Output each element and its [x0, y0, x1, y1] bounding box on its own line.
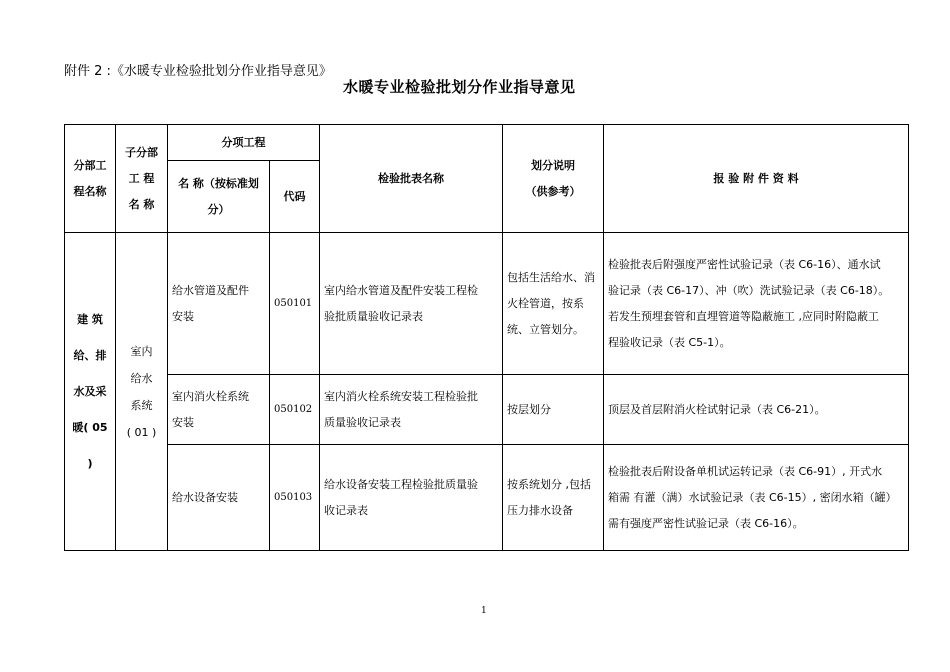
form-name-cell: 室内给水管道及配件安装工程检 验批质量验收记录表 — [320, 233, 503, 375]
attachments-cell: 检验批表后附强度严密性试验记录（表 C6-16）、通水试 验记录（表 C6-17）、冲（吹）洗试验记录（表 C6-18）。 若发生预埋套管和直埋管道等隐蔽施工 ,应同时附隐蔽工 程验收记录（表 C5-1）。 — [604, 233, 909, 375]
division-cell: 建 筑 给、排 水及采 暖( 05 ) — [65, 233, 116, 551]
document-title: 水暖专业检验批划分作业指导意见 — [343, 78, 576, 96]
header-item-group: 分项工程 — [168, 125, 320, 161]
header-item-name: 名 称（按标准划 分） — [168, 161, 270, 233]
header-code: 代码 — [270, 161, 320, 233]
header-note: 划分说明 （供参考） — [503, 125, 604, 233]
division-note-cell: 包括生活给水、消 火栓管道，按系 统、立管划分。 — [503, 233, 604, 375]
item-code-cell: 050103 — [270, 445, 320, 551]
header-division: 分部工 程名称 — [65, 125, 116, 233]
inspection-batch-table — [64, 124, 909, 551]
table-row — [65, 445, 909, 551]
form-name-cell: 室内消火栓系统安装工程检验批 质量验收记录表 — [320, 375, 503, 445]
page-number: 1 — [481, 606, 487, 616]
item-name-cell: 给水设备安装 — [168, 445, 270, 551]
item-name-cell: 室内消火栓系统 安装 — [168, 375, 270, 445]
header-subdivision: 子分部 工 程 名 称 — [116, 125, 168, 233]
attachment-label: 附件 2 :《水暖专业检验批划分作业指导意见》 — [64, 64, 332, 79]
table-row — [65, 233, 909, 375]
table-row — [65, 375, 909, 445]
header-form: 检验批表名称 — [320, 125, 503, 233]
form-name-cell: 给水设备安装工程检验批质量验 收记录表 — [320, 445, 503, 551]
attachments-cell: 检验批表后附设备单机试运转记录（表 C6-91）, 开式水 箱需 有灌（满）水试验记录（表 C6-15）, 密闭水箱（罐） 需有强度严密性试验记录（表 C6-16）。 — [604, 445, 909, 551]
header-attachments: 报 验 附 件 资 料 — [604, 125, 909, 233]
item-code-cell: 050102 — [270, 375, 320, 445]
attachments-cell: 顶层及首层附消火栓试射记录（表 C6-21）。 — [604, 375, 909, 445]
division-note-cell: 按系统划分 ,包括 压力排水设备 — [503, 445, 604, 551]
subdivision-cell: 室内 给水 系统 ( 01 ) — [116, 233, 168, 551]
division-note-cell: 按层划分 — [503, 375, 604, 445]
item-name-cell: 给水管道及配件 安装 — [168, 233, 270, 375]
item-code-cell: 050101 — [270, 233, 320, 375]
